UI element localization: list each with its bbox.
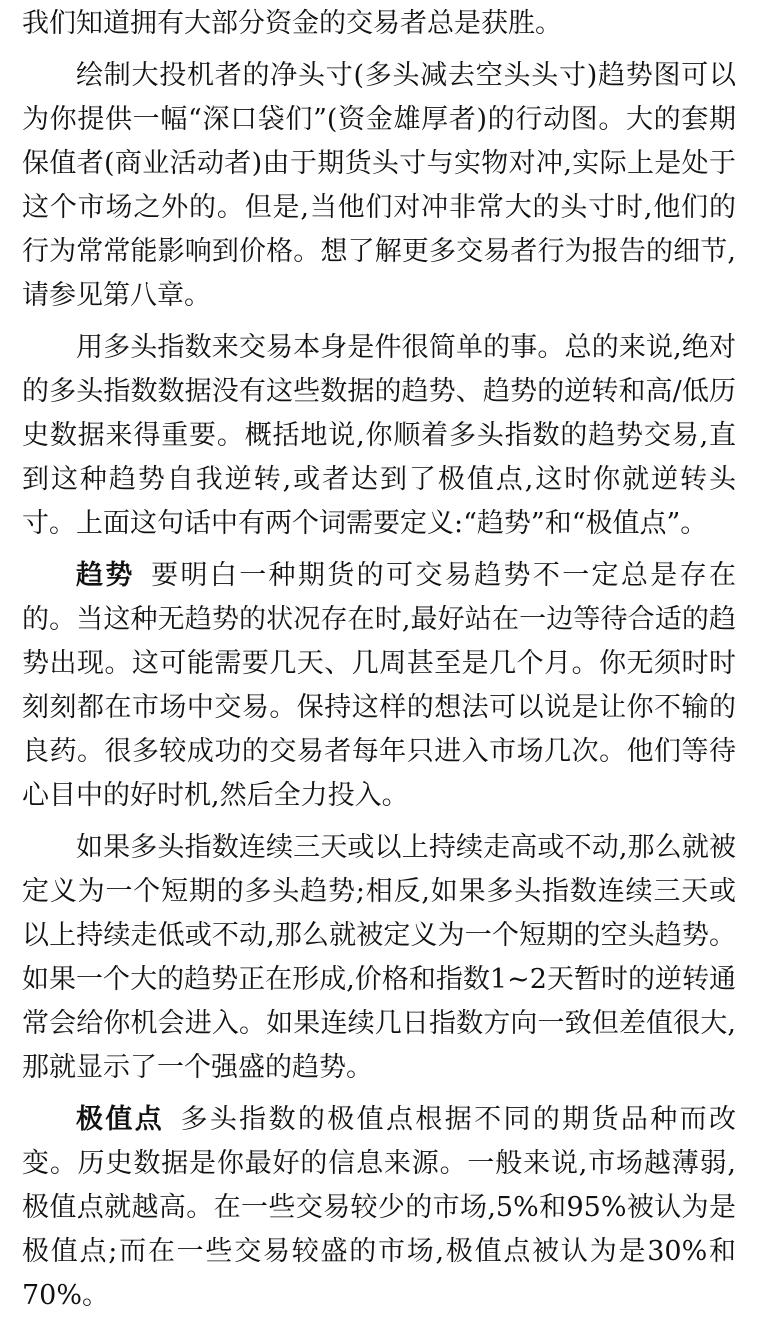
- paragraph-text: 绘制大投机者的净头寸(多头减去空头头寸)趋势图可以为你提供一幅“深口袋们”(资金雄厚者)的行动图。大的套期保值者(商业活动者)由于期货头寸与实物对冲,实际上是处于这个市场之外的。但是,当他们对冲非常大的头寸时,他们的行为常常能影响到价格。想了解更多交易者行为报告的细节,请参见第八章。: [22, 60, 736, 311]
- document-page: [0, 2, 758, 1311]
- term-extreme-point: 极值点: [76, 1104, 165, 1135]
- paragraph-long-index-trading: [22, 326, 736, 546]
- paragraph-extreme-point: [22, 1098, 736, 1318]
- paragraph-text: 用多头指数来交易本身是件很简单的事。总的来说,绝对的多头指数数据没有这些数据的趋势、趋势的逆转和高/低历史数据来得重要。概括地说,你顺着多头指数的趋势交易,直到这种趋势自我逆转,或者达到了极值点,这时你就逆转头寸。上面这句话中有两个词需要定义:“趋势”和“极值点”。: [22, 332, 736, 539]
- paragraph-text: 要明白一种期货的可交易趋势不一定总是存在的。当这种无趋势的状况存在时,最好站在一边等待合适的趋势出现。这可能需要几天、几周甚至是几个月。你无须时时刻刻都在市场中交易。保持这样的想法可以说是让你不输的良药。很多较成功的交易者每年只进入市场几次。他们等待心目中的好时机,然后全力投入。: [22, 560, 737, 811]
- paragraph-trend-definition: [22, 826, 736, 1090]
- paragraph-text: 我们知道拥有大部分资金的交易者总是获胜。: [22, 8, 562, 39]
- paragraph-continuation: [22, 2, 736, 46]
- paragraph-text: 如果多头指数连续三天或以上持续走高或不动,那么就被定义为一个短期的多头趋势;相反,如果多头指数连续三天或以上持续走低或不动,那么就被定义为一个短期的空头趋势。如果一个大的趋势正在形成,价格和指数1~2天暂时的逆转通常会给你机会进入。如果连续几日指数方向一致但差值很大,那就显示了一个强盛的趋势。: [22, 832, 736, 1083]
- paragraph-text: 多头指数的极值点根据不同的期货品种而改变。历史数据是你最好的信息来源。一般来说,市场越薄弱,极值点就越高。在一些交易较少的市场,5%和95%被认为是极值点;而在一些交易较盛的市场,极值点被认为是30%和70%。: [22, 1104, 737, 1311]
- term-trend: 趋势: [76, 560, 135, 591]
- paragraph-trend: [22, 554, 736, 818]
- paragraph-net-position: [22, 54, 736, 318]
